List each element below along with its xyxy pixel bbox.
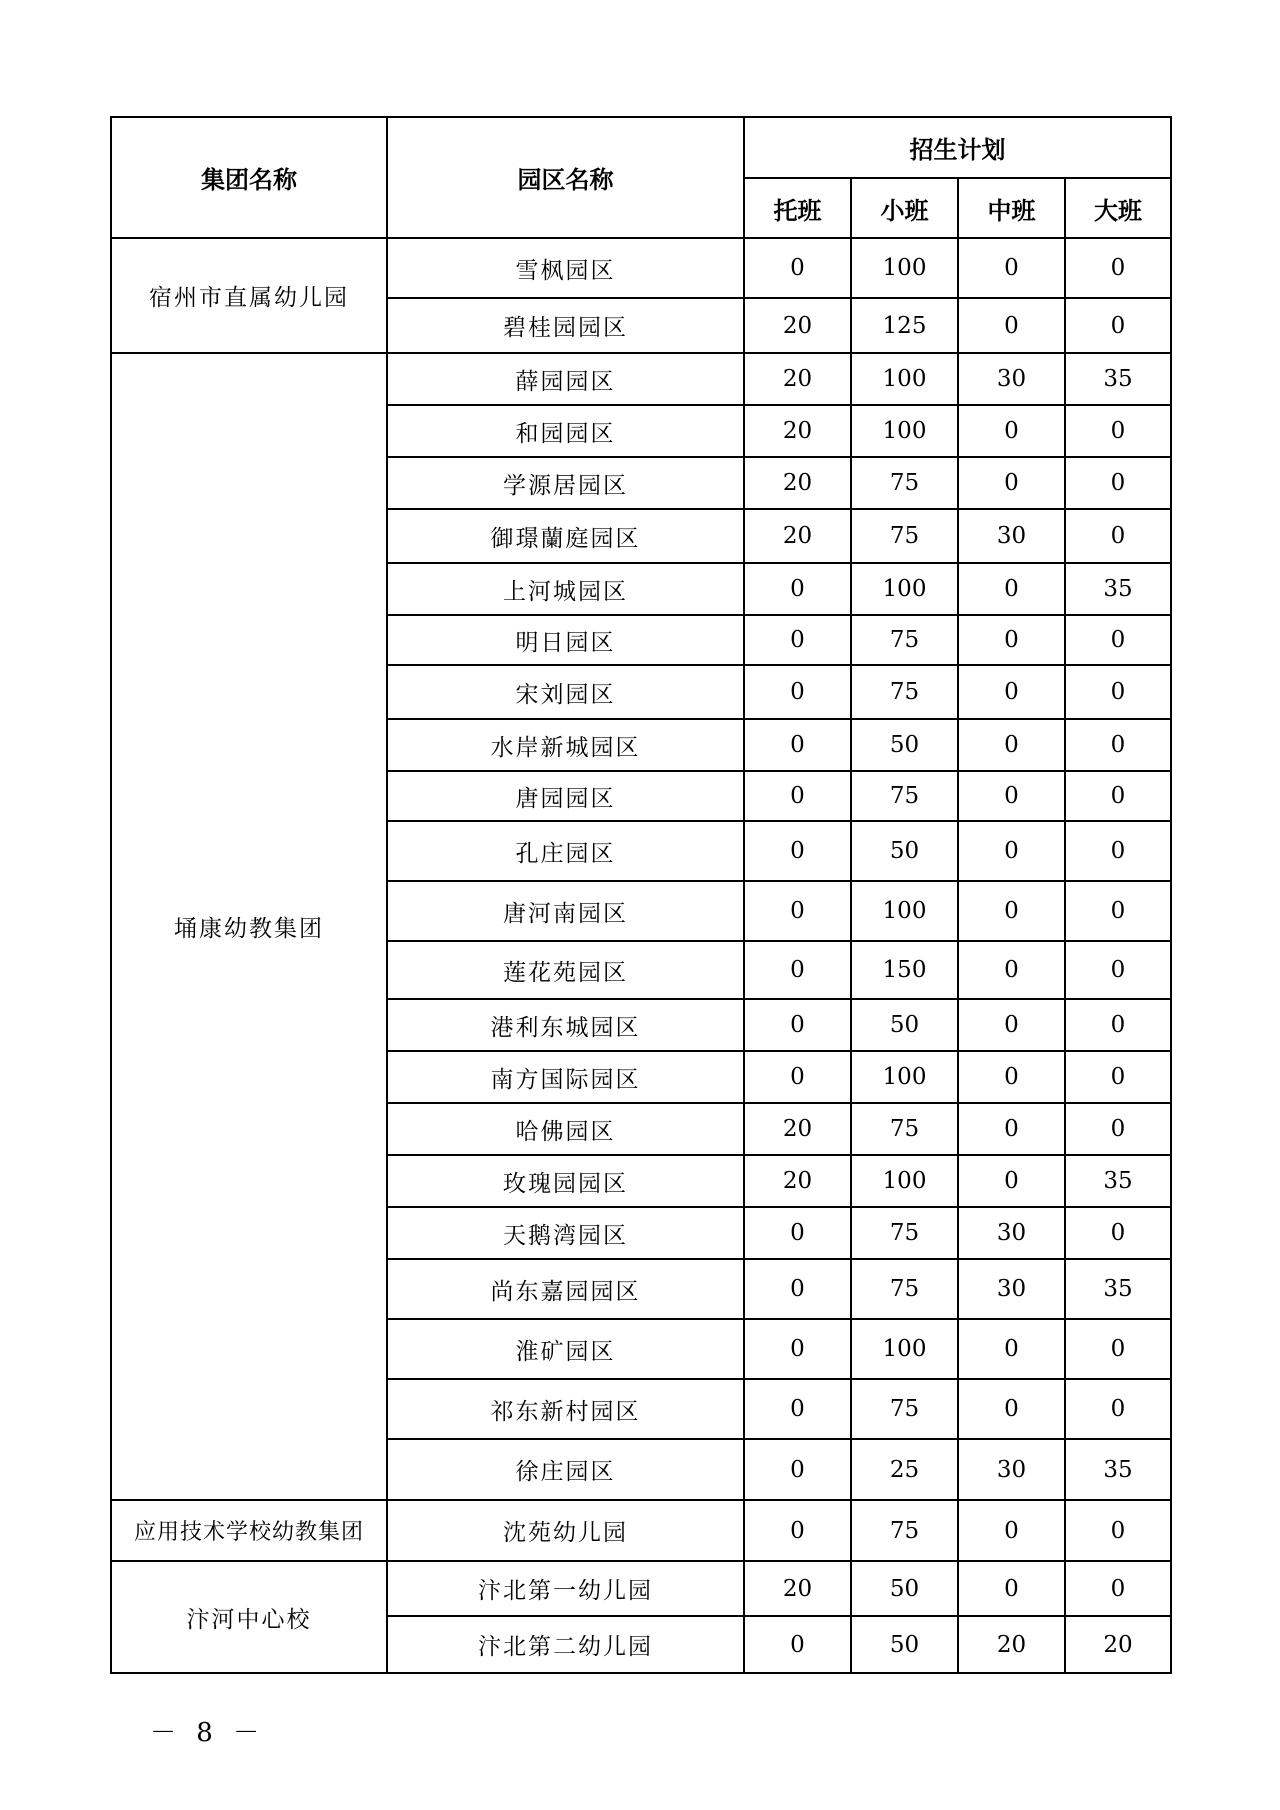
park-name-cell: 祁东新村园区 xyxy=(387,1379,744,1439)
count-cell-daban: 20 xyxy=(1065,1616,1171,1673)
count-cell-zhongban: 0 xyxy=(958,665,1065,719)
header-class-daban: 大班 xyxy=(1065,178,1171,238)
count-cell-tuoban: 0 xyxy=(744,821,851,881)
count-cell-zhongban: 30 xyxy=(958,353,1065,405)
count-cell-tuoban: 0 xyxy=(744,665,851,719)
count-cell-xiaoban: 100 xyxy=(851,353,958,405)
count-cell-xiaoban: 75 xyxy=(851,1207,958,1259)
count-cell-tuoban: 0 xyxy=(744,1207,851,1259)
count-cell-xiaoban: 50 xyxy=(851,999,958,1051)
count-cell-tuoban: 0 xyxy=(744,615,851,665)
count-cell-xiaoban: 75 xyxy=(851,771,958,821)
count-cell-zhongban: 0 xyxy=(958,1379,1065,1439)
count-cell-daban: 0 xyxy=(1065,771,1171,821)
count-cell-tuoban: 20 xyxy=(744,457,851,509)
count-cell-zhongban: 0 xyxy=(958,457,1065,509)
header-group-name: 集团名称 xyxy=(111,117,387,238)
count-cell-xiaoban: 75 xyxy=(851,615,958,665)
count-cell-xiaoban: 50 xyxy=(851,821,958,881)
count-cell-tuoban: 0 xyxy=(744,1319,851,1379)
table-row xyxy=(111,1561,1171,1616)
count-cell-daban: 0 xyxy=(1065,999,1171,1051)
count-cell-xiaoban: 100 xyxy=(851,238,958,298)
count-cell-xiaoban: 100 xyxy=(851,563,958,615)
count-cell-daban: 0 xyxy=(1065,719,1171,771)
count-cell-xiaoban: 100 xyxy=(851,1319,958,1379)
count-cell-tuoban: 0 xyxy=(744,563,851,615)
count-cell-zhongban: 0 xyxy=(958,771,1065,821)
count-cell-daban: 0 xyxy=(1065,509,1171,563)
enrollment-plan-table xyxy=(110,116,1172,1674)
count-cell-xiaoban: 50 xyxy=(851,1561,958,1616)
count-cell-zhongban: 0 xyxy=(958,821,1065,881)
count-cell-daban: 0 xyxy=(1065,1561,1171,1616)
park-name-cell: 哈佛园区 xyxy=(387,1103,744,1155)
count-cell-tuoban: 0 xyxy=(744,1500,851,1561)
count-cell-tuoban: 20 xyxy=(744,1561,851,1616)
park-name-cell: 宋刘园区 xyxy=(387,665,744,719)
count-cell-xiaoban: 150 xyxy=(851,941,958,999)
count-cell-tuoban: 0 xyxy=(744,238,851,298)
park-name-cell: 南方国际园区 xyxy=(387,1051,744,1103)
count-cell-daban: 0 xyxy=(1065,238,1171,298)
count-cell-daban: 35 xyxy=(1065,353,1171,405)
count-cell-daban: 0 xyxy=(1065,941,1171,999)
count-cell-daban: 0 xyxy=(1065,1207,1171,1259)
count-cell-tuoban: 20 xyxy=(744,1155,851,1207)
count-cell-xiaoban: 50 xyxy=(851,1616,958,1673)
park-name-cell: 水岸新城园区 xyxy=(387,719,744,771)
count-cell-xiaoban: 50 xyxy=(851,719,958,771)
header-class-xiaoban: 小班 xyxy=(851,178,958,238)
count-cell-daban: 0 xyxy=(1065,1379,1171,1439)
park-name-cell: 唐河南园区 xyxy=(387,881,744,941)
count-cell-zhongban: 0 xyxy=(958,563,1065,615)
park-name-cell: 碧桂园园区 xyxy=(387,298,744,353)
count-cell-xiaoban: 75 xyxy=(851,509,958,563)
count-cell-zhongban: 20 xyxy=(958,1616,1065,1673)
count-cell-daban: 0 xyxy=(1065,457,1171,509)
count-cell-zhongban: 0 xyxy=(958,1103,1065,1155)
header-park-name: 园区名称 xyxy=(387,117,744,238)
count-cell-xiaoban: 25 xyxy=(851,1439,958,1500)
count-cell-zhongban: 30 xyxy=(958,1259,1065,1319)
count-cell-zhongban: 0 xyxy=(958,999,1065,1051)
count-cell-xiaoban: 100 xyxy=(851,405,958,457)
count-cell-tuoban: 20 xyxy=(744,405,851,457)
count-cell-xiaoban: 75 xyxy=(851,665,958,719)
count-cell-xiaoban: 75 xyxy=(851,457,958,509)
park-name-cell: 沈苑幼儿园 xyxy=(387,1500,744,1561)
park-name-cell: 港利东城园区 xyxy=(387,999,744,1051)
count-cell-zhongban: 0 xyxy=(958,405,1065,457)
count-cell-tuoban: 0 xyxy=(744,771,851,821)
count-cell-zhongban: 0 xyxy=(958,941,1065,999)
count-cell-daban: 0 xyxy=(1065,405,1171,457)
table-body xyxy=(111,238,1171,1673)
table-row xyxy=(111,1500,1171,1561)
count-cell-tuoban: 0 xyxy=(744,941,851,999)
count-cell-tuoban: 0 xyxy=(744,881,851,941)
park-name-cell: 尚东嘉园园区 xyxy=(387,1259,744,1319)
count-cell-tuoban: 0 xyxy=(744,1259,851,1319)
count-cell-tuoban: 0 xyxy=(744,1439,851,1500)
count-cell-tuoban: 0 xyxy=(744,999,851,1051)
count-cell-zhongban: 0 xyxy=(958,1561,1065,1616)
count-cell-zhongban: 0 xyxy=(958,1155,1065,1207)
park-name-cell: 淮矿园区 xyxy=(387,1319,744,1379)
table-row xyxy=(111,353,1171,405)
count-cell-daban: 35 xyxy=(1065,1155,1171,1207)
park-name-cell: 莲花苑园区 xyxy=(387,941,744,999)
park-name-cell: 雪枫园区 xyxy=(387,238,744,298)
count-cell-zhongban: 0 xyxy=(958,298,1065,353)
park-name-cell: 明日园区 xyxy=(387,615,744,665)
count-cell-tuoban: 20 xyxy=(744,509,851,563)
count-cell-tuoban: 0 xyxy=(744,719,851,771)
park-name-cell: 徐庄园区 xyxy=(387,1439,744,1500)
count-cell-zhongban: 0 xyxy=(958,615,1065,665)
count-cell-xiaoban: 75 xyxy=(851,1379,958,1439)
count-cell-daban: 0 xyxy=(1065,1319,1171,1379)
table-row xyxy=(111,238,1171,298)
count-cell-zhongban: 0 xyxy=(958,238,1065,298)
count-cell-daban: 0 xyxy=(1065,615,1171,665)
park-name-cell: 汴北第二幼儿园 xyxy=(387,1616,744,1673)
park-name-cell: 天鹅湾园区 xyxy=(387,1207,744,1259)
count-cell-xiaoban: 75 xyxy=(851,1103,958,1155)
group-name-cell: 应用技术学校幼教集团 xyxy=(111,1500,387,1561)
table-header xyxy=(111,117,1171,238)
park-name-cell: 御璟蘭庭园区 xyxy=(387,509,744,563)
count-cell-zhongban: 0 xyxy=(958,1500,1065,1561)
count-cell-daban: 35 xyxy=(1065,563,1171,615)
count-cell-xiaoban: 125 xyxy=(851,298,958,353)
count-cell-zhongban: 0 xyxy=(958,881,1065,941)
park-name-cell: 孔庄园区 xyxy=(387,821,744,881)
count-cell-tuoban: 20 xyxy=(744,1103,851,1155)
page-number: － 8 － xyxy=(150,1718,266,1748)
park-name-cell: 唐园园区 xyxy=(387,771,744,821)
park-name-cell: 和园园区 xyxy=(387,405,744,457)
count-cell-tuoban: 0 xyxy=(744,1379,851,1439)
count-cell-daban: 0 xyxy=(1065,821,1171,881)
count-cell-daban: 0 xyxy=(1065,1500,1171,1561)
header-class-zhongban: 中班 xyxy=(958,178,1065,238)
count-cell-daban: 0 xyxy=(1065,881,1171,941)
count-cell-xiaoban: 75 xyxy=(851,1500,958,1561)
count-cell-tuoban: 20 xyxy=(744,353,851,405)
count-cell-tuoban: 20 xyxy=(744,298,851,353)
group-name-cell: 宿州市直属幼儿园 xyxy=(111,238,387,353)
group-name-cell: 汴河中心校 xyxy=(111,1561,387,1673)
count-cell-daban: 35 xyxy=(1065,1259,1171,1319)
park-name-cell: 上河城园区 xyxy=(387,563,744,615)
count-cell-xiaoban: 75 xyxy=(851,1259,958,1319)
park-name-cell: 学源居园区 xyxy=(387,457,744,509)
count-cell-zhongban: 30 xyxy=(958,509,1065,563)
group-name-cell: 埇康幼教集团 xyxy=(111,353,387,1500)
park-name-cell: 薛园园区 xyxy=(387,353,744,405)
park-name-cell: 玫瑰园园区 xyxy=(387,1155,744,1207)
count-cell-zhongban: 0 xyxy=(958,1051,1065,1103)
count-cell-zhongban: 0 xyxy=(958,719,1065,771)
count-cell-xiaoban: 100 xyxy=(851,1155,958,1207)
count-cell-tuoban: 0 xyxy=(744,1616,851,1673)
count-cell-daban: 35 xyxy=(1065,1439,1171,1500)
count-cell-zhongban: 0 xyxy=(958,1319,1065,1379)
park-name-cell: 汴北第一幼儿园 xyxy=(387,1561,744,1616)
count-cell-daban: 0 xyxy=(1065,1051,1171,1103)
count-cell-daban: 0 xyxy=(1065,665,1171,719)
count-cell-xiaoban: 100 xyxy=(851,881,958,941)
count-cell-zhongban: 30 xyxy=(958,1439,1065,1500)
count-cell-zhongban: 30 xyxy=(958,1207,1065,1259)
count-cell-xiaoban: 100 xyxy=(851,1051,958,1103)
count-cell-daban: 0 xyxy=(1065,1103,1171,1155)
header-enrollment-plan: 招生计划 xyxy=(744,117,1171,178)
header-class-tuoban: 托班 xyxy=(744,178,851,238)
count-cell-tuoban: 0 xyxy=(744,1051,851,1103)
count-cell-daban: 0 xyxy=(1065,298,1171,353)
